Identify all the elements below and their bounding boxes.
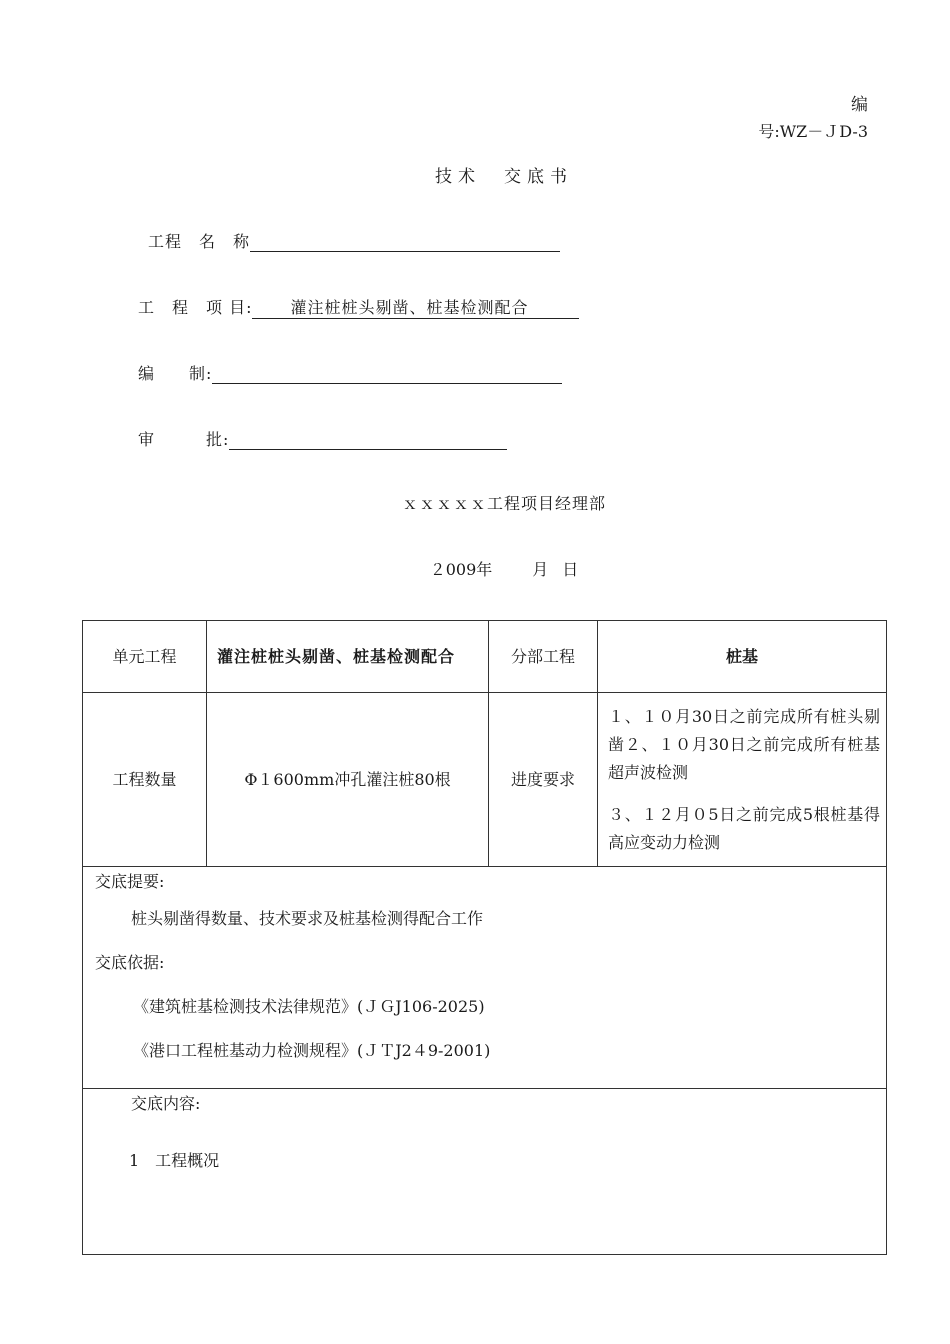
project-item-row xyxy=(138,295,579,319)
table-row xyxy=(83,1089,887,1255)
date-month: 月 xyxy=(532,560,549,579)
unit-value: 灌注桩桩头剔凿、桩基检测配合 xyxy=(207,621,489,693)
basis-item-1: 《建筑桩基检测技术法律规范》(ＪＧJ106-2025) xyxy=(133,997,485,1016)
date-year: ２009年 xyxy=(429,560,493,579)
department-name: ｘｘｘｘｘ工程项目经理部 xyxy=(401,494,606,513)
approver-row xyxy=(138,427,507,450)
basis-item-2: 《港口工程桩基动力检测规程》(ＪＴJ2４9-2001) xyxy=(133,1041,491,1060)
progress-requirements xyxy=(598,693,887,867)
approver-label: 审 批: xyxy=(138,430,230,449)
content-label: 交底内容: xyxy=(131,1094,201,1113)
notes-cell xyxy=(83,867,887,1089)
table-row xyxy=(83,693,887,867)
page-title: 技术 交底书 xyxy=(435,167,573,187)
progress-item-2: ３、１２月０5日之前完成5根桩基得高应变动力检测 xyxy=(608,804,880,852)
progress-label: 进度要求 xyxy=(489,693,598,867)
project-item-label: 工 程 项 目: xyxy=(138,298,253,317)
doc-code-line2: 号:WZ－ＪD-3 xyxy=(758,122,868,141)
compiler-blank xyxy=(212,365,562,384)
date-day: 日 xyxy=(562,560,579,579)
basis-label: 交底依据: xyxy=(95,953,165,972)
section-1-heading: 1 工程概况 xyxy=(129,1151,220,1170)
project-name-blank xyxy=(250,233,560,252)
project-item-value: 灌注桩桩头剔凿、桩基检测配合 xyxy=(252,295,578,319)
summary-text: 桩头剔凿得数量、技术要求及桩基检测得配合工作 xyxy=(131,909,484,928)
summary-label: 交底提要: xyxy=(95,872,165,891)
compiler-row xyxy=(138,361,562,384)
division-value: 桩基 xyxy=(598,621,887,693)
content-cell xyxy=(83,1089,887,1255)
project-name-row xyxy=(148,229,560,252)
approver-blank xyxy=(229,431,507,450)
project-name-label: 工程 名 称 xyxy=(148,232,251,251)
date-line xyxy=(0,557,950,580)
compiler-label: 编 制: xyxy=(138,364,213,383)
quantity-label: 工程数量 xyxy=(83,693,207,867)
division-label: 分部工程 xyxy=(489,621,598,693)
table-row xyxy=(83,621,887,693)
unit-label: 单元工程 xyxy=(83,621,207,693)
handover-table xyxy=(82,620,887,1255)
quantity-value: Φ１600mm冲孔灌注桩80根 xyxy=(207,693,489,867)
progress-item-1: １、１０月30日之前完成所有桩头剔凿２、１０月30日之前完成所有桩基超声波检测 xyxy=(608,706,880,782)
doc-code-line1: 编 xyxy=(851,95,868,115)
table-row xyxy=(83,867,887,1089)
